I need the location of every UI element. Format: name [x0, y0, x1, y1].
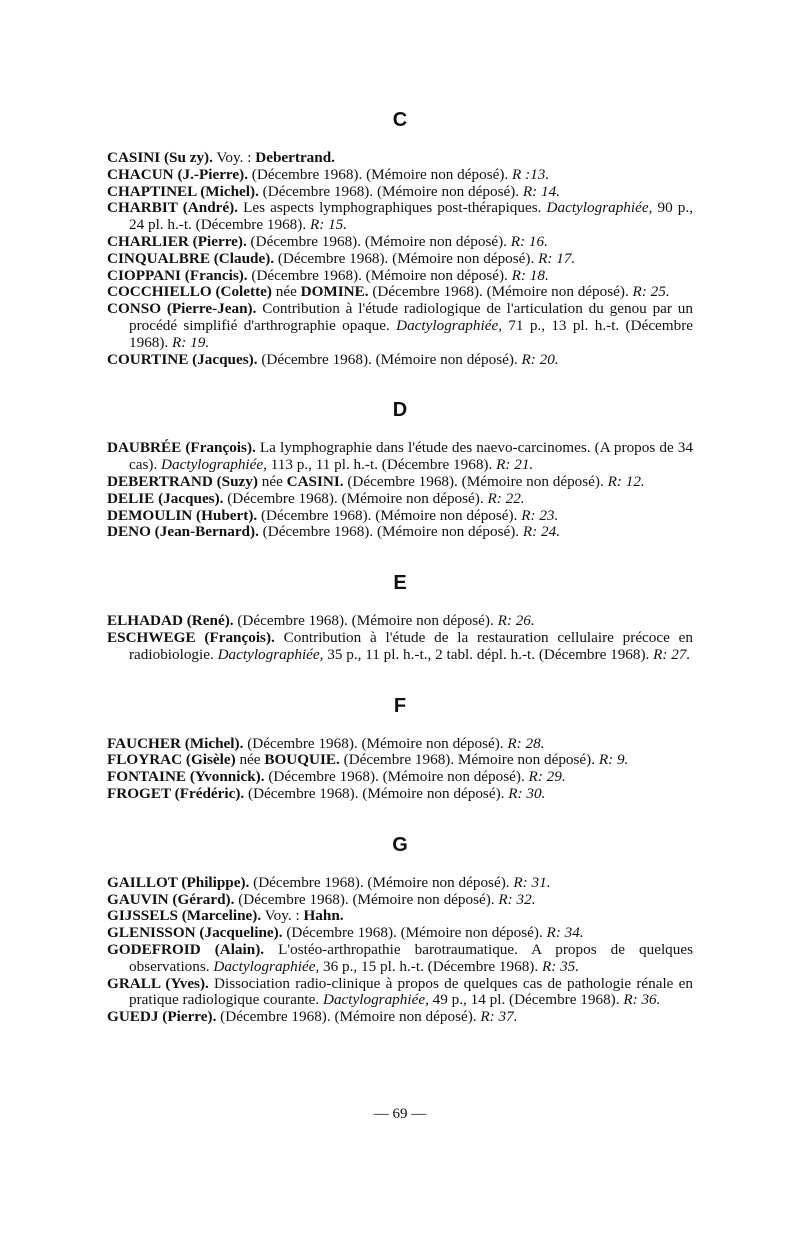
format-note: Dactylographiée,	[161, 456, 267, 474]
entry-text: Contribution à l'étude radiologique de l'articulation du genou par un procédé simplifié d'arthrographie opaque.	[129, 300, 693, 334]
section-f	[107, 694, 693, 803]
entry-text: 71 p., 13 pl. h.-t. (Décembre 1968).	[129, 316, 694, 351]
bibliography-entry	[107, 150, 693, 167]
author-name: GAILLOT (Philippe).	[107, 873, 250, 891]
reference-number: R: 26.	[497, 612, 535, 630]
bibliography-entry	[107, 184, 693, 201]
bibliography-entry	[107, 251, 693, 268]
section-letter: G	[392, 833, 408, 856]
reference-number: R: 32.	[498, 890, 536, 908]
bibliography-entry	[107, 491, 693, 508]
entry-text: 90 p., 24 pl. h.-t. (Décembre 1968).	[129, 199, 693, 234]
author-name: CIOPPANI (Francis).	[107, 266, 248, 284]
reference-number: R: 12.	[607, 472, 645, 490]
reference-number: R: 28.	[507, 734, 545, 752]
section-e	[107, 571, 693, 663]
bibliography-entry	[107, 613, 693, 630]
author-name: DELIE (Jacques).	[107, 489, 224, 507]
format-note: Dactylographiée,	[396, 316, 502, 334]
cross-reference: DOMINE.	[300, 283, 369, 301]
author-name: DEMOULIN (Hubert).	[107, 506, 258, 524]
entry-text: 113 p., 11 pl. h.-t. (Décembre 1968).	[266, 456, 497, 474]
section-letter: F	[393, 694, 407, 717]
entry-text: (Décembre 1968). (Mémoire non déposé).	[368, 283, 633, 301]
bibliography-entry	[107, 268, 693, 285]
page-number: — 69 —	[373, 1106, 427, 1122]
entry-text: Les aspects lymphographiques post-thérapiques.	[237, 199, 547, 217]
reference-number: R: 14.	[522, 182, 561, 200]
entry-text: (Décembre 1968). (Mémoire non déposé).	[257, 350, 522, 368]
entry-text: née	[257, 472, 287, 490]
bibliography-entry	[107, 925, 693, 942]
reference-number: R: 27.	[653, 645, 691, 663]
entry-text: 35 p., 11 pl. h.-t., 2 tabl. dépl. h.-t. (Décembre 1968).	[323, 645, 654, 663]
entry-text: (Décembre 1968). (Mémoire non déposé).	[247, 266, 512, 284]
bibliography-column	[107, 108, 693, 1056]
author-name: GUEDJ (Pierre).	[107, 1008, 217, 1026]
bibliography-entry	[107, 167, 693, 184]
bibliography-entry	[107, 234, 693, 251]
section-g	[107, 833, 693, 1026]
reference-number: R: 9.	[598, 751, 629, 769]
entry-text: (Décembre 1968). (Mémoire non déposé).	[274, 249, 539, 267]
entry-text: (Décembre 1968). (Mémoire non déposé).	[343, 472, 608, 490]
entry-text: (Décembre 1968). (Mémoire non déposé).	[233, 612, 498, 630]
bibliography-entry	[107, 200, 693, 234]
entry-text: (Décembre 1968). (Mémoire non déposé).	[243, 734, 508, 752]
bibliography-entry	[107, 752, 693, 769]
section-letter: E	[393, 572, 407, 595]
author-name: COCCHIELLO (Colette)	[107, 283, 272, 301]
bibliography-entry	[107, 301, 693, 351]
author-name: CHAPTINEL (Michel).	[107, 182, 259, 200]
format-note: Dactylographiée,	[546, 199, 653, 217]
entry-text: (Décembre 1968). (Mémoire non déposé).	[244, 784, 509, 802]
entry-text: née	[271, 283, 301, 301]
bibliography-entry	[107, 508, 693, 525]
author-name: CINQUALBRE (Claude).	[107, 249, 275, 267]
reference-number: R: 36.	[623, 991, 661, 1009]
entry-text: (Décembre 1968). (Mémoire non déposé).	[258, 182, 523, 200]
reference-number: R: 37.	[480, 1008, 518, 1026]
cross-reference: CASINI.	[286, 472, 344, 490]
entry-text: (Décembre 1968). (Mémoire non déposé).	[282, 924, 547, 942]
reference-number: R: 21.	[496, 456, 534, 474]
bibliography-entry	[107, 474, 693, 491]
bibliography-entry	[107, 352, 693, 369]
entry-text: (Décembre 1968). (Mémoire non déposé).	[234, 890, 499, 908]
bibliography-entry	[107, 736, 693, 753]
format-note: Dactylographiée,	[213, 957, 320, 975]
author-name: DENO (Jean-Bernard).	[107, 523, 259, 541]
entry-text: (Décembre 1968). (Mémoire non déposé).	[248, 165, 513, 183]
reference-number: R: 31.	[513, 873, 551, 891]
entry-text: Dissociation radio-clinique à propos de quelques cas de pathologie rénale en pratique radiologique courante.	[129, 974, 693, 1009]
bibliography-entry	[107, 892, 693, 909]
entry-text: 36 p., 15 pl. h.-t. (Décembre 1968).	[319, 957, 542, 975]
reference-number: R: 23.	[521, 506, 559, 524]
author-name: FONTAINE (Yvonnick).	[107, 768, 265, 786]
author-name: CHARBIT (André).	[107, 199, 238, 217]
bibliography-entry	[107, 976, 693, 1010]
entry-text: (Décembre 1968). (Mémoire non déposé).	[257, 506, 522, 524]
section-letter: C	[392, 109, 408, 131]
author-name: DEBERTRAND (Suzy)	[107, 472, 258, 490]
bibliography-entry	[107, 908, 693, 925]
reference-number: R: 18.	[511, 266, 549, 284]
entry-text: (Décembre 1968). Mémoire non déposé).	[339, 751, 599, 769]
bibliography-entry	[107, 1009, 693, 1026]
section-c	[107, 108, 693, 368]
bibliography-entry	[107, 942, 693, 976]
reference-number: R: 16.	[510, 232, 548, 250]
author-name: CHARLIER (Pierre).	[107, 232, 247, 250]
reference-number: R: 20.	[521, 350, 559, 368]
author-name: GLENISSON (Jacqueline).	[107, 924, 283, 942]
bibliography-entry	[107, 440, 693, 474]
bibliography-entry	[107, 875, 693, 892]
entry-text: 49 p., 14 pl. (Décembre 1968).	[428, 991, 624, 1009]
reference-number: R: 29.	[528, 768, 566, 786]
entry-text: Contribution à l'étude de la restauration cellulaire précoce en radiobiologie.	[129, 628, 693, 663]
author-name: GRALL (Yves).	[107, 974, 209, 992]
reference-number: R: 35.	[541, 957, 580, 975]
entry-text: L'ostéo-arthropathie barotraumatique. A propos de quelques observations.	[129, 940, 693, 975]
entry-text: née	[235, 751, 265, 769]
author-name: FAUCHER (Michel).	[107, 734, 244, 752]
author-name: FROGET (Frédéric).	[107, 784, 245, 802]
author-name: ELHADAD (René).	[107, 612, 234, 630]
reference-number: R: 22.	[487, 489, 525, 507]
reference-number: R: 25.	[632, 283, 670, 301]
format-note: Dactylographiée,	[217, 645, 324, 663]
entry-text: (Décembre 1968). (Mémoire non déposé).	[216, 1008, 481, 1026]
cross-reference: BOUQUIE.	[264, 751, 340, 769]
entry-text: (Décembre 1968). (Mémoire non déposé).	[223, 489, 488, 507]
entry-text: (Décembre 1968). (Mémoire non déposé).	[246, 232, 511, 250]
entry-text: La lymphographie dans l'étude des naevo-carcinomes. (A propos de 34 cas).	[129, 439, 693, 474]
entry-text: (Décembre 1968). (Mémoire non déposé).	[258, 523, 523, 541]
cross-reference: Debertrand.	[255, 149, 335, 166]
reference-number: R :13.	[512, 165, 550, 183]
reference-number: R: 17.	[538, 249, 576, 267]
bibliography-entry	[107, 769, 693, 786]
author-name: GODEFROID (Alain).	[107, 940, 265, 958]
reference-number: R: 24.	[522, 523, 561, 541]
entry-text: Voy. :	[261, 907, 304, 925]
format-note: Dactylographiée,	[323, 991, 429, 1009]
author-name: COURTINE (Jacques).	[107, 350, 258, 368]
section-d	[107, 398, 693, 541]
author-name: GAUVIN (Gérard).	[107, 890, 235, 908]
entry-text: Voy. :	[212, 149, 256, 166]
bibliography-entry	[107, 786, 693, 803]
author-name: CHACUN (J.-Pierre).	[107, 165, 248, 183]
author-name: FLOYRAC (Gisèle)	[107, 751, 236, 769]
author-name: CONSO (Pierre-Jean).	[107, 300, 257, 318]
section-letter: D	[392, 399, 408, 422]
entry-text: (Décembre 1968). (Mémoire non déposé).	[249, 873, 514, 891]
reference-number: R: 34.	[546, 924, 584, 942]
bibliography-entry	[107, 630, 693, 664]
reference-number: R: 19.	[172, 333, 210, 351]
cross-reference: Hahn.	[303, 907, 344, 925]
author-name: CASINI (Su zy).	[107, 149, 213, 166]
entry-text: (Décembre 1968). (Mémoire non déposé).	[264, 768, 529, 786]
author-name: ESCHWEGE (François).	[107, 628, 275, 646]
reference-number: R: 15.	[309, 216, 348, 234]
bibliography-entry	[107, 284, 693, 301]
author-name: DAUBRÉE (François).	[107, 439, 256, 457]
reference-number: R: 30.	[508, 784, 546, 802]
author-name: GIJSSELS (Marceline).	[107, 907, 262, 925]
bibliography-entry	[107, 524, 693, 541]
